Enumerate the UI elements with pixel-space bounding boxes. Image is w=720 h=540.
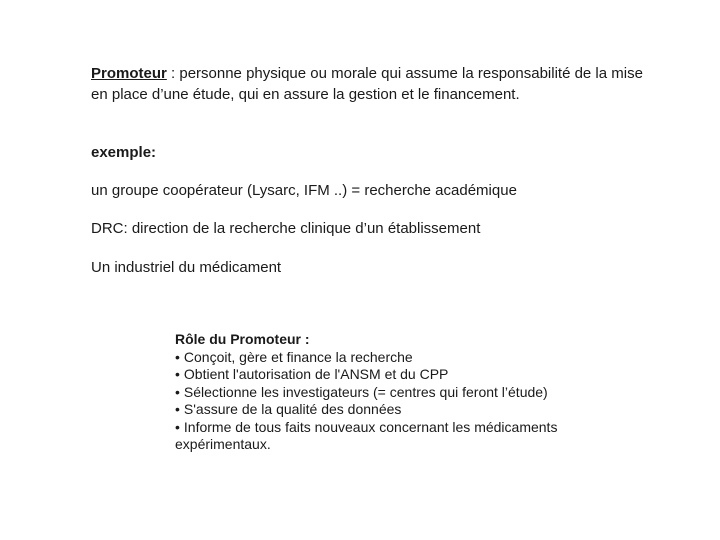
bullet-icon: • (175, 383, 180, 400)
example-item: DRC: direction de la recherche clinique d’un établissement (91, 220, 481, 237)
promoteur-definition (91, 63, 651, 105)
role-item-text: Obtient l'autorisation de l'ANSM et du CPP (183, 366, 449, 382)
role-list-item (175, 419, 645, 454)
example-item: un groupe coopérateur (Lysarc, IFM ..) = recherche académique (91, 182, 517, 199)
role-item-text: Informe de tous faits nouveaux concernant les médicaments expérimentaux. (175, 418, 558, 452)
role-title: Rôle du Promoteur : (175, 331, 310, 347)
definition-term: Promoteur (91, 65, 167, 82)
role-list-item (175, 401, 645, 419)
exemple-label: exemple: (91, 144, 157, 161)
role-item-text: Sélectionne les investigateurs (= centres qui feront l’étude) (183, 383, 548, 400)
bullet-icon: • (175, 348, 180, 365)
role-item-text: Conçoit, gère et finance la recherche (183, 348, 413, 365)
role-item-text: S'assure de la qualité des données (183, 401, 402, 417)
role-section (175, 331, 645, 454)
role-list-item (175, 366, 645, 384)
example-item: Un industriel du médicament (91, 259, 282, 276)
role-list-item (175, 384, 645, 402)
definition-text: : personne physique ou morale qui assume la responsabilité de la mise en place d’une étude, qui en assure la gestion et le financement. (91, 65, 643, 103)
bullet-icon: • (175, 401, 180, 417)
role-list-item (175, 349, 645, 367)
bullet-icon: • (175, 418, 180, 435)
bullet-icon: • (175, 366, 180, 382)
